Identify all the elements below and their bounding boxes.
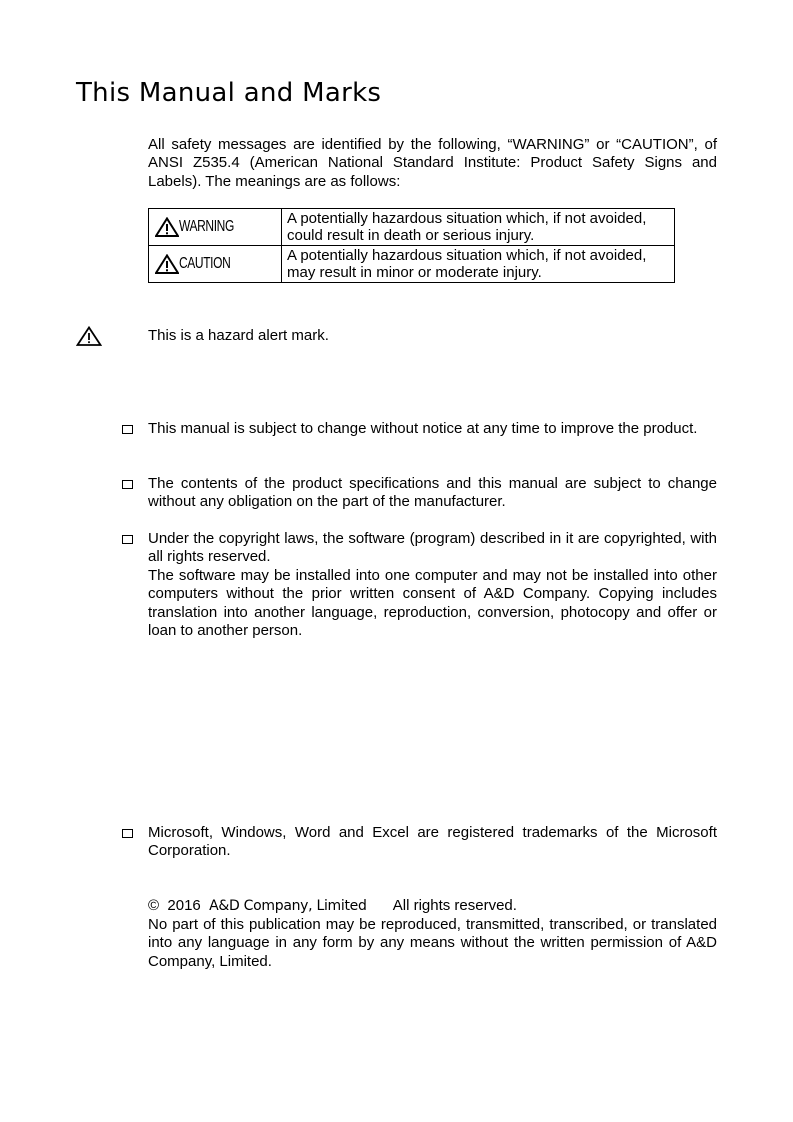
hazard-alert-icon: [76, 326, 102, 346]
caution-label-cell: [149, 246, 282, 283]
hazard-mark-text: This is a hazard alert mark.: [148, 327, 329, 344]
warning-label-cell: [149, 209, 282, 246]
bullet-continuation: The software may be installed into one computer and may not be installed into other computers without the prior written consent of A&D Company. Copying includes translation into another language, reproduction, conversion, photocopy and offer or loan to another person.: [148, 567, 717, 640]
copyright-symbol: ©: [148, 897, 160, 914]
rights-reserved: All rights reserved.: [392, 897, 517, 914]
caution-description: A potentially hazardous situation which, if not avoided, may result in minor or moderate injury.: [282, 246, 675, 283]
table-row: [149, 209, 675, 246]
bullet-square-icon: [122, 425, 133, 434]
copyright-line: [148, 897, 517, 915]
bullet-item: Microsoft, Windows, Word and Excel are registered trademarks of the Microsoft Corporation.: [148, 824, 717, 860]
bullet-item: Under the copyright laws, the software (program) described in it are copyrighted, with all rights reserved.: [148, 530, 717, 566]
copyright-year: 2016: [167, 897, 201, 914]
warning-triangle-icon: [155, 217, 179, 237]
intro-paragraph: All safety messages are identified by the following, “WARNING” or “CAUTION”, of ANSI Z535.4 (American National Standard Institute: Product Safety Signs and Labels). The meanings are as follows:: [148, 136, 717, 190]
caution-label: CAUTION: [179, 255, 231, 273]
page-title: This Manual and Marks: [76, 78, 382, 108]
warning-description: A potentially hazardous situation which, if not avoided, could result in death or serious injury.: [282, 209, 675, 246]
safety-signal-table: [148, 208, 675, 283]
warning-label: WARNING: [179, 218, 234, 236]
copyright-notice: No part of this publication may be reproduced, transmitted, transcribed, or translated into any language in any form by any means without the written permission of A&D Company, Limited.: [148, 916, 717, 970]
company-name: A&D Company, Limited: [209, 898, 367, 914]
bullet-square-icon: [122, 535, 133, 544]
bullet-item: The contents of the product specifications and this manual are subject to change without any obligation on the part of the manufacturer.: [148, 475, 717, 511]
bullet-item: This manual is subject to change without notice at any time to improve the product.: [148, 420, 698, 437]
table-row: [149, 246, 675, 283]
caution-triangle-icon: [155, 254, 179, 274]
bullet-square-icon: [122, 480, 133, 489]
bullet-square-icon: [122, 829, 133, 838]
